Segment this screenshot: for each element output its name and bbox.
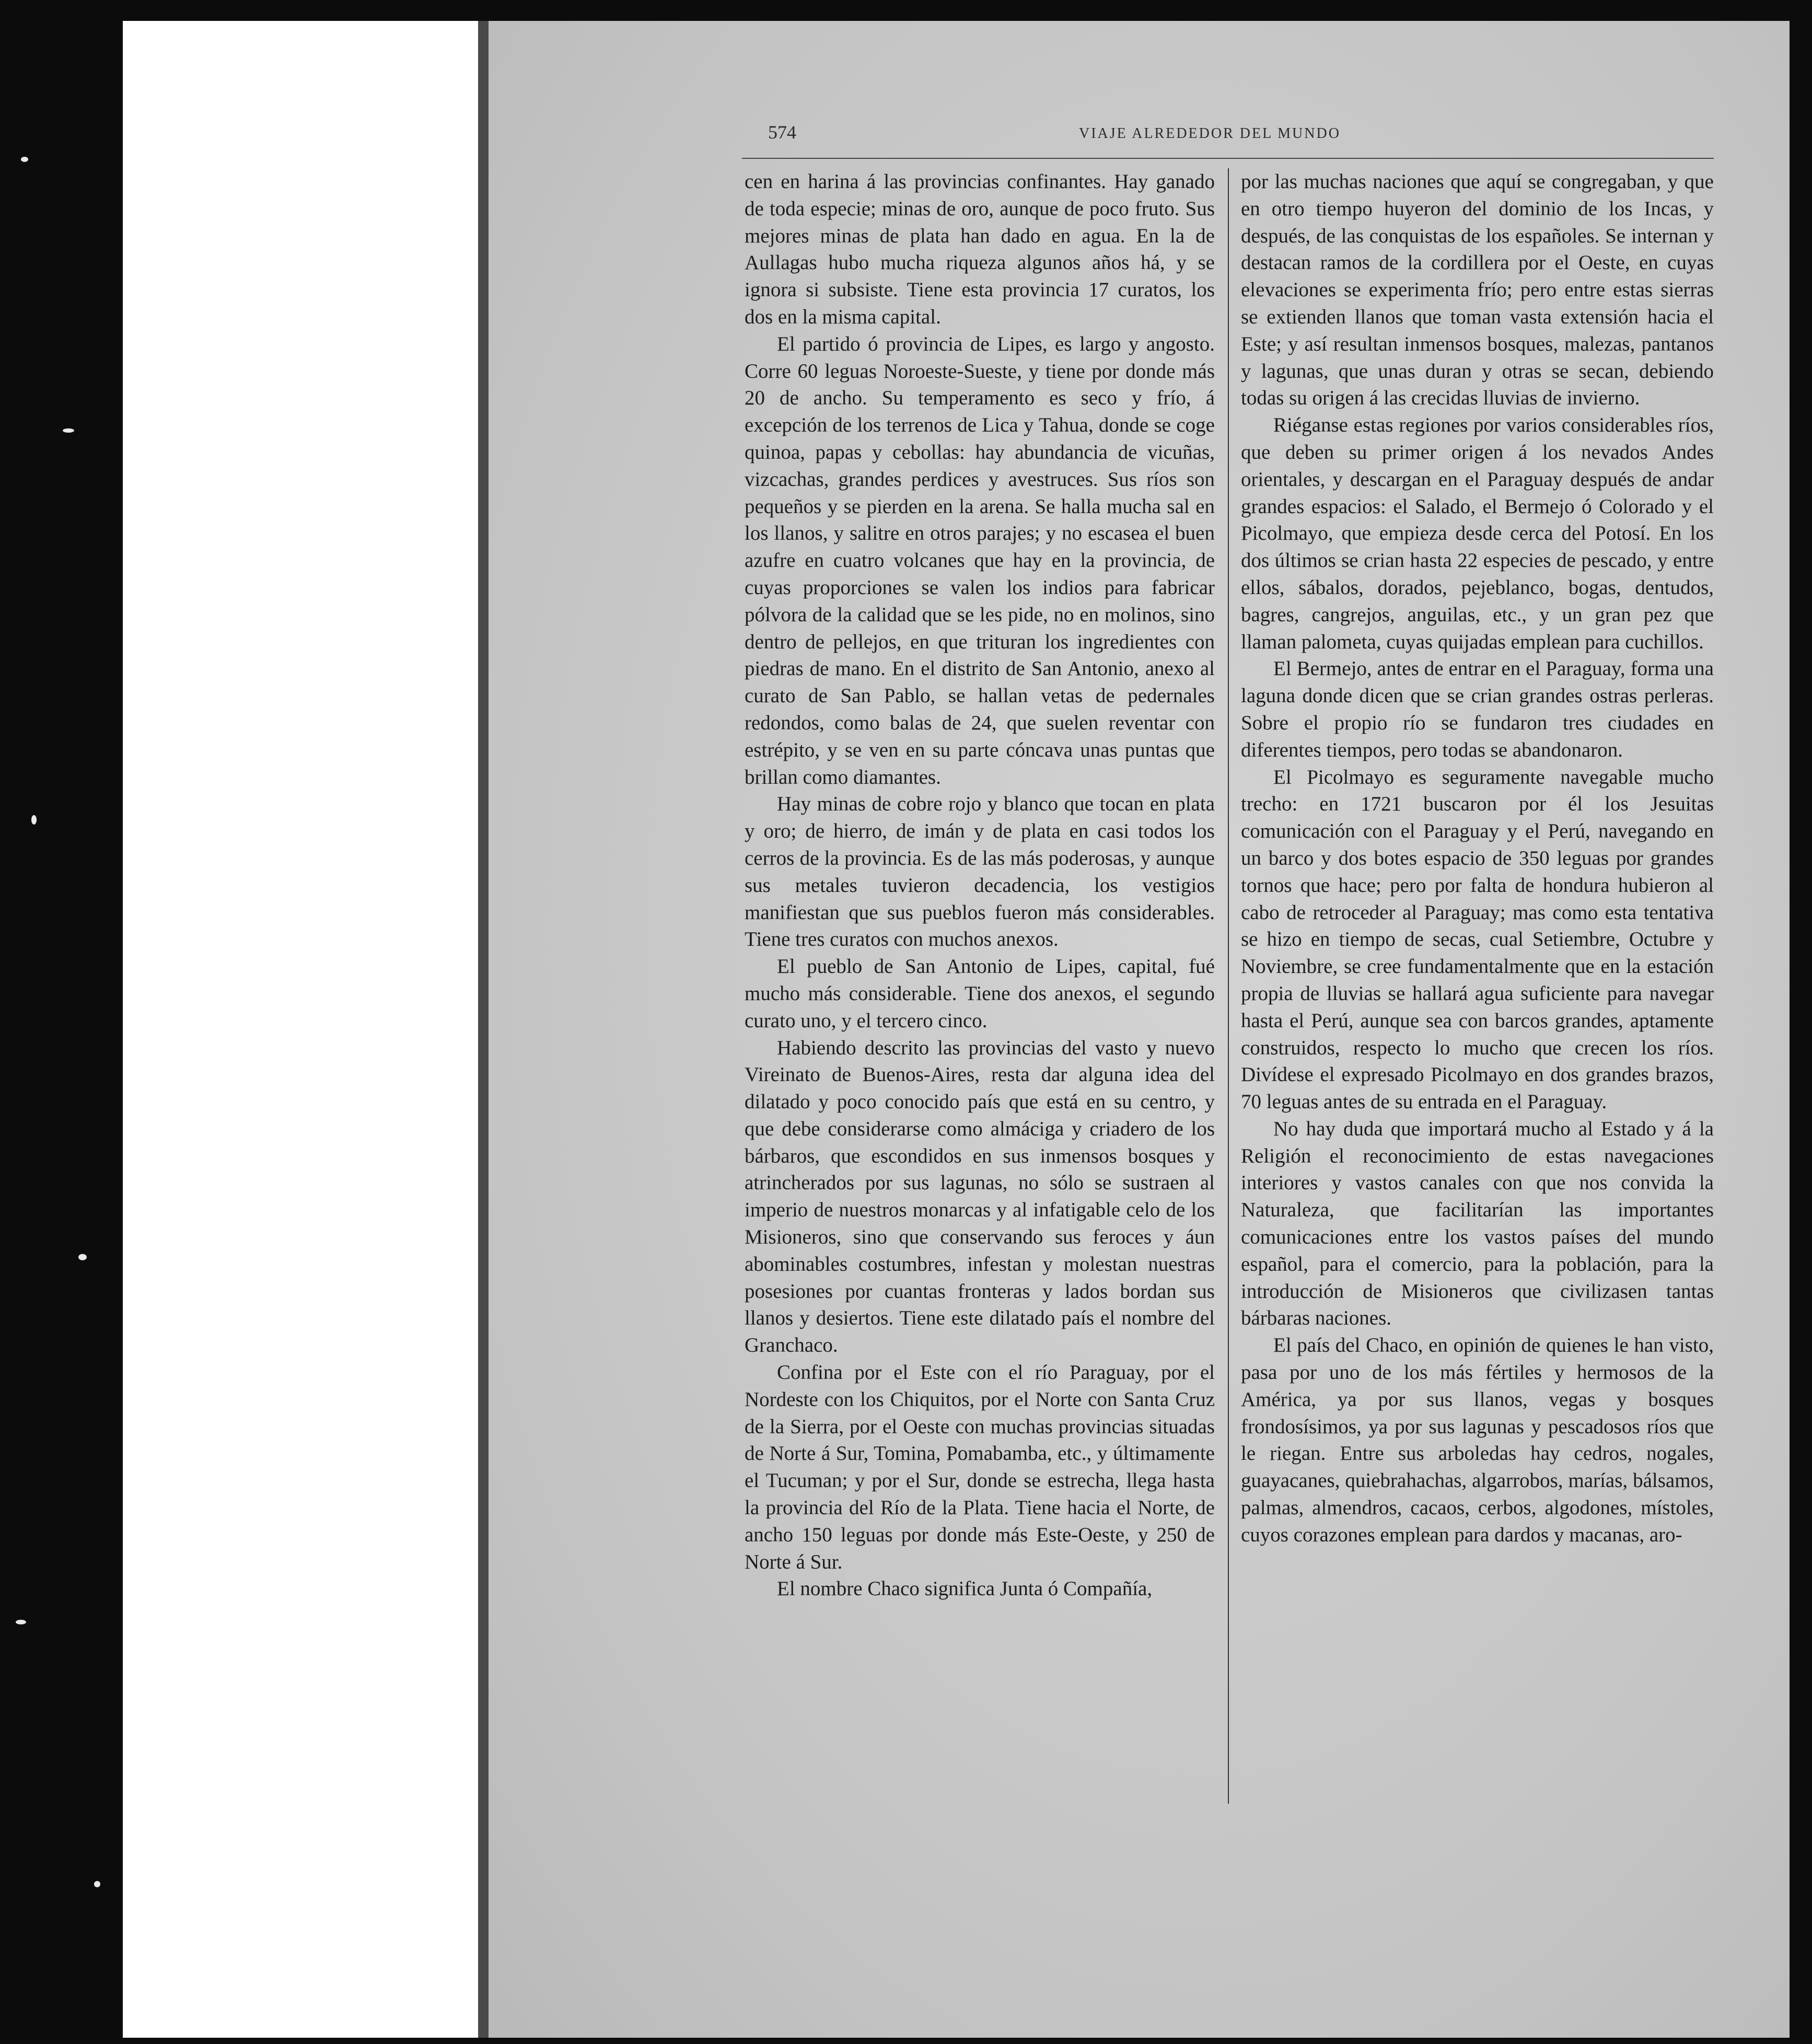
- scan-speck: [94, 1881, 100, 1887]
- header-rule: [742, 158, 1714, 159]
- paragraph: El Bermejo, antes de entrar en el Paraguay, forma una laguna donde dicen que se crian grandes ostras perleras. Sobre el propio río se fundaron tres ciudades en diferentes tiempos, pero todas se abandonaron.: [1241, 657, 1714, 761]
- page-number: 574: [768, 122, 796, 143]
- scan-speck: [16, 1620, 26, 1624]
- scan-left-margin: [123, 21, 478, 2038]
- left-column: [745, 168, 1215, 1602]
- paragraph: El país del Chaco, en opinión de quienes le han visto, pasa por uno de los más fértiles y hermosos de la América, ya por sus llanos, vegas y bosques frondosísimos, ya por sus lagunas y pescadosos ríos que le riegan. Entre sus arboledas hay cedros, nogales, guayacanes, quiebrahachas, algarrobos, marías, bálsamos, palmas, almendros, cacaos, cerbos, algodones, místoles, cuyos corazones emplean para dardos y macanas, aro-: [1241, 1334, 1714, 1546]
- scan-speck: [21, 157, 28, 162]
- paragraph: Habiendo descrito las provincias del vasto y nuevo Vireinato de Buenos-Aires, resta dar alguna idea del dilatado y poco conocido país que está en su centro, y que debe considerarse como almáciga y criadero de los bárbaros, que escondidos en sus inmensos bosques y atrincherados por sus lagunas, no sólo se sustraen al imperio de nuestros monarcas y al infatigable celo de los Misioneros, sino que conservando sus feroces y áun abominables costumbres, infestan y molestan nuestras posesiones por cuantas fronteras y lados bordan sus llanos y desiertos. Tiene este dilatado país el nombre del Granchaco.: [745, 1036, 1215, 1357]
- right-column: [1241, 168, 1714, 1549]
- page-header: [768, 121, 1709, 153]
- scan-speck: [78, 1254, 87, 1260]
- paragraph: El partido ó provincia de Lipes, es largo y angosto. Corre 60 leguas Noroeste-Sueste, y tiene por donde más 20 de ancho. Su temperamento es seco y frío, á excepción de los terrenos de Lica y Tahua, donde se coge quinoa, papas y cebollas: hay abundancia de vicuñas, vizcachas, grandes perdices y avestruces. Sus ríos son pequeños y se pierden en la arena. Se halla mucha sal en los llanos, y salitre en otros parajes; y no escasea el buen azufre en cuatro volcanes que hay en la provincia, de cuyas proporciones se valen los indios para fabricar pólvora de la calidad que se les pide, no en molinos, sino dentro de pellejos, en que trituran los ingredientes con piedras de mano. En el distrito de San Antonio, anexo al curato de San Pablo, se hallan vetas de pedernales redondos, como balas de 24, que suelen reventar con estrépito, y se ven en su parte cóncava unas puntas que brillan como diamantes.: [745, 332, 1215, 788]
- paragraph: No hay duda que importará mucho al Estado y á la Religión el reconocimiento de estas navegaciones interiores y vastos canales con que nos convida la Naturaleza, que facilitarían las importantes comunicaciones entre los vastos países del mundo español, para el comercio, para la población, para la introducción de Misioneros que civilizasen tantas bárbaras naciones.: [1241, 1117, 1714, 1330]
- paragraph: cen en harina á las provincias confinantes. Hay ganado de toda especie; minas de oro, aunque de poco fruto. Sus mejores minas de plata han dado en agua. En la de Aullagas hubo mucha riqueza algunos años há, y se ignora si subsiste. Tiene esta provincia 17 curatos, los dos en la misma capital.: [745, 170, 1215, 328]
- paragraph: Riéganse estas regiones por varios considerables ríos, que deben su primer origen á los nevados Andes orientales, y descargan en el Paraguay después de andar grandes espacios: el Salado, el Bermejo ó Colorado y el Picolmayo, que empieza desde cerca del Potosí. En los dos últimos se crian hasta 22 especies de pescado, y entre ellos, sábalos, dorados, pejeblanco, bogas, dentudos, bagres, cangrejos, anguilas, etc., y un gran pez que llaman palometa, cuyas quijadas emplean para cuchillos.: [1241, 414, 1714, 653]
- scan-speck: [31, 815, 37, 824]
- paragraph: El nombre Chaco significa Junta ó Compañía,: [777, 1577, 1153, 1600]
- column-divider: [1228, 168, 1229, 1804]
- running-title: VIAJE ALREDEDOR DEL MUNDO: [1079, 125, 1341, 142]
- paragraph: Confina por el Este con el río Paraguay, por el Nordeste con los Chiquitos, por el Norte con Santa Cruz de la Sierra, por el Oeste con muchas provincias situadas de Norte á Sur, Tomina, Pomabamba, etc., y últimamente el Tucuman; y por el Sur, donde se estrecha, llega hasta la provincia del Río de la Plata. Tiene hacia el Norte, de ancho 150 leguas por donde más Este-Oeste, y 250 de Norte á Sur.: [745, 1361, 1215, 1573]
- paragraph: El pueblo de San Antonio de Lipes, capital, fué mucho más considerable. Tiene dos anexos, el segundo curato uno, y el tercero cinco.: [745, 955, 1215, 1032]
- scan-speck: [63, 428, 74, 433]
- paragraph: Hay minas de cobre rojo y blanco que tocan en plata y oro; de hierro, de imán y de plata en casi todos los cerros de la provincia. Es de las más poderosas, y aunque sus metales tuvieron decadencia, los vestigios manifiestan que sus pueblos fueron más considerables. Tiene tres curatos con muchos anexos.: [745, 793, 1215, 951]
- paragraph: El Picolmayo es seguramente navegable mucho trecho: en 1721 buscaron por él los Jesuitas comunicación con el Paraguay y el Perú, navegando en un barco y dos botes espacio de 350 leguas por grandes tornos que hace; pero por falta de hondura hubieron al cabo de retroceder al Paraguay; mas como esta tentativa se hizo en tiempo de secas, cual Setiembre, Octubre y Noviembre, se cree fundamentalmente que en la estación propia de lluvias se hallará agua suficiente para navegar hasta el Perú, aunque sea con barcos grandes, aptamente construidos, respecto lo mucho que crecen los ríos. Divídese el expresado Picolmayo en dos grandes brazos, 70 leguas antes de su entrada en el Paraguay.: [1241, 765, 1714, 1113]
- page-gutter-shadow: [478, 21, 489, 2038]
- paragraph: por las muchas naciones que aquí se congregaban, y que en otro tiempo huyeron del dominio de los Incas, y después, de las conquistas de los españoles. Se internan y destacan ramos de la cordillera por el Oeste, en cuyas elevaciones se experimenta frío; pero entre estas sierras se extienden llanos que toman vasta extensión hacia el Este; y así resultan inmensos bosques, malezas, pantanos y lagunas, que unas duran y otras se secan, debiendo todas su origen á las crecidas lluvias de invierno.: [1241, 170, 1714, 410]
